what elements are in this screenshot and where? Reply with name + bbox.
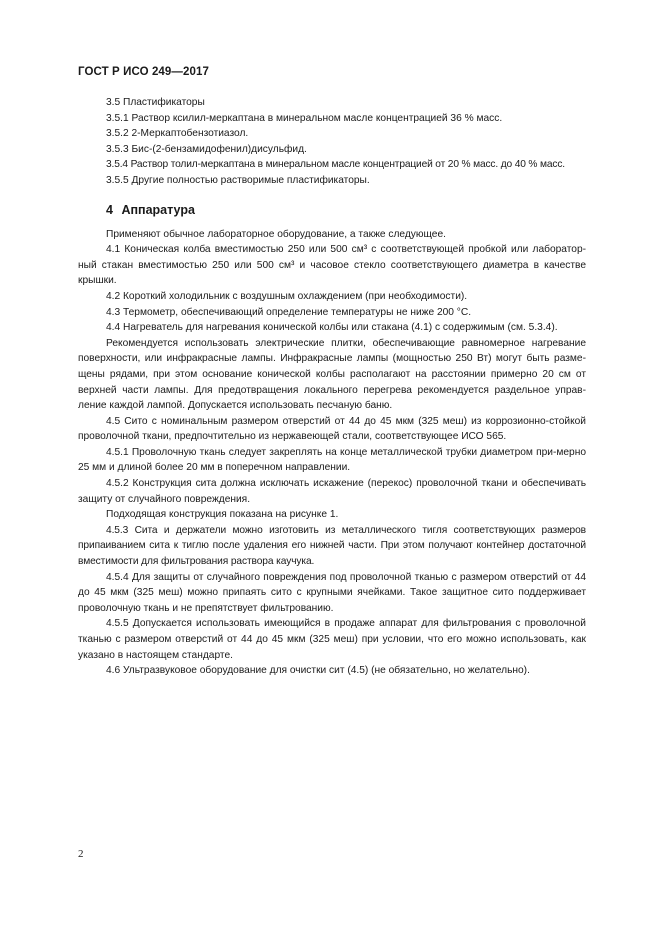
paragraph: 4.5.3 Сита и держатели можно изготовить из металлического тигля соответствующих размеров припаиванием сита к тиглю после удаления его нижней части. При этом получают контейнер достаточной вместимости для фильтрования раствора каучука.: [78, 524, 586, 568]
paragraph: 4.5.1 Проволочную ткань следует закреплять на конце металлической трубки диаметром при-мерно 25 мм и длиной более 20 мм в поперечном направлении.: [78, 446, 586, 474]
list-item: 3.5.1 Раствор ксилил-меркаптана в минеральном масле концентрацией 36 % масс.: [106, 112, 503, 124]
list-item: 3.5.4 Раствор толил-меркаптана в минеральном масле концентрацией от 20 % масс. до 40 % масс.: [106, 159, 565, 171]
page-number: 2: [78, 848, 84, 860]
section-heading: [78, 202, 586, 218]
list-item: 3.5 Пластификаторы: [106, 97, 205, 108]
paragraph: 4.5.5 Допускается использовать имеющийся в продаже аппарат для фильтрования с проволочной тканью с размером отверстий от 44 до 45 мкм (325 меш) при условии, что его можно использовать, как указано в настоящем стандарте.: [78, 618, 586, 661]
paragraph: Рекомендуется использовать электрические плитки, обеспечивающие равномерное нагревание поверхности, или инфракрасные лампы. Инфракрасные лампы (мощностью 250 Вт) могут быть разме-щены рядами, при этом основание конической колбы располагают на расстоянии примерно 20 см от верхней части лампы. Для предотвращения локального перегрева рекомендуется раздельное управ-ление каждой лампой. Допускается использовать песчаную баню.: [78, 337, 586, 412]
paragraph: 4.5.4 Для защиты от случайного повреждения под проволочной тканью с размером отверстий от 44 до 45 мкм (325 меш) можно припаять сито с крупными ячейками. Такое защитное сито поддерживает проволочную ткань и не препятствует фильтрованию.: [78, 571, 586, 614]
paragraph: 4.2 Короткий холодильник с воздушным охлаждением (при необходимости).: [106, 290, 468, 302]
list-item: 3.5.2 2-Меркаптобензотиазол.: [106, 128, 249, 140]
paragraph: Подходящая конструкция показана на рисунке 1.: [106, 509, 339, 521]
list-item: 3.5.5 Другие полностью растворимые пластификаторы.: [106, 174, 370, 186]
paragraph: 4.5.2 Конструкция сита должна исключать искажение (перекос) проволочной ткани и обеспечивать защиту от случайного повреждения.: [78, 478, 586, 505]
paragraph: Применяют обычное лабораторное оборудование, а также следующее.: [106, 228, 446, 240]
section-title: Аппаратура: [121, 202, 195, 217]
list-item: 3.5.3 Бис-(2-бензамидофенил)дисульфид.: [106, 143, 307, 155]
section-number: 4: [106, 202, 113, 217]
document-header: ГОСТ Р ИСО 249—2017: [78, 66, 210, 78]
paragraph: 4.1 Коническая колба вместимостью 250 или 500 см³ с соответствующей пробкой или лаборатор-ный стакан вместимостью 250 или 500 см³ и часовое стекло соответствующего диаметра в качестве крышки.: [78, 244, 586, 287]
paragraph: 4.6 Ультразвуковое оборудование для очистки сит (4.5) (не обязательно, но желательно).: [106, 665, 530, 677]
paragraph: 4.5 Сито с номинальным размером отверстий от 44 до 45 мкм (325 меш) из коррозионно-стойкой проволочной ткани, предпочтительно из нержавеющей стали, соответствующее ИСО 565.: [78, 415, 586, 443]
paragraph: 4.4 Нагреватель для нагревания конической колбы или стакана (4.1) с содержимым (см. 5.3.4).: [106, 322, 558, 334]
paragraph: 4.3 Термометр, обеспечивающий определение температуры не ниже 200 °С.: [106, 306, 472, 318]
document-body: [78, 95, 586, 679]
